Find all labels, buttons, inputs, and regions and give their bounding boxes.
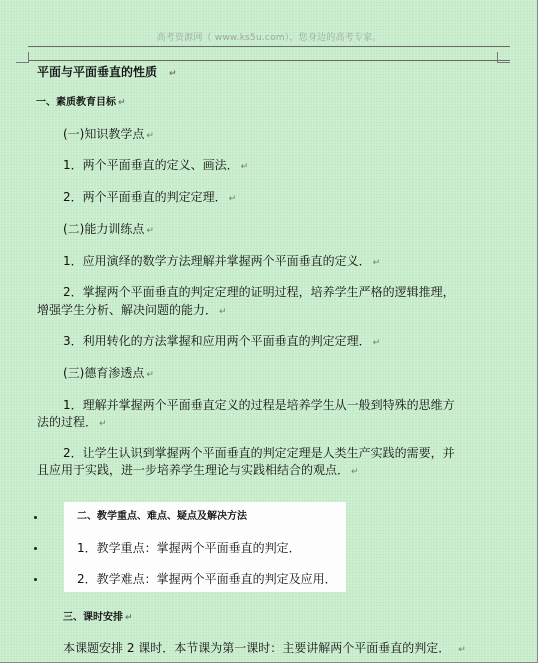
list-item-continuation: [37, 302, 227, 320]
section-heading-3: [63, 610, 133, 626]
paragraph-mark: ↵: [372, 338, 381, 348]
paragraph-mark: ↵: [118, 98, 126, 108]
list-item-text: 2．让学生认识到掌握两个平面垂直的判定定理是人类生产实践的需要，并: [63, 446, 455, 460]
list-item: [63, 333, 380, 351]
list-item-text: 1．理解并掌握两个平面垂直定义的过程是培养学生从一般到特殊的思维方: [63, 398, 455, 412]
paragraph-text: 本课题安排 2 课时．本节课为第一课时：主要讲解两个平面垂直的判定．: [63, 641, 451, 655]
subheading-text: (二)能力训练点: [63, 222, 145, 236]
header-rule-lower: [28, 60, 510, 61]
paragraph-mark: ↵: [146, 131, 154, 141]
paragraph-mark: ↵: [372, 258, 381, 268]
list-item: [77, 540, 301, 556]
paragraph-mark: ↵: [219, 307, 227, 317]
list-item-continuation: [37, 462, 359, 480]
list-item-text: 2．教学难点：掌握两个平面垂直的判定及应用．: [77, 572, 337, 586]
list-item-text: 2．掌握两个平面垂直的判定定理的证明过程，培养学生严格的逻辑推理，: [63, 285, 455, 299]
list-item: [63, 445, 455, 461]
paragraph-mark: ↵: [146, 226, 154, 236]
subheading-moral: [63, 365, 154, 383]
paragraph-mark: ↵: [99, 419, 107, 429]
bullet-mark: [34, 547, 37, 550]
section-heading-2: [77, 509, 247, 525]
paragraph-mark: ↵: [169, 69, 177, 79]
subheading-text: (一)知识教学点: [63, 127, 145, 141]
paragraph-mark: ↵: [240, 162, 249, 172]
document-title: [37, 64, 177, 82]
paragraph-mark: ↵: [146, 370, 154, 380]
paragraph-mark: ↵: [125, 613, 133, 623]
paragraph-mark: ↵: [228, 194, 237, 204]
paragraph: [63, 640, 466, 658]
section-1-text: 一、素质教育目标: [36, 97, 116, 108]
list-item-text: 1．教学重点：掌握两个平面垂直的判定．: [77, 541, 301, 555]
list-item-text: 法的过程．: [37, 415, 98, 429]
page-header: 高考资源网（ www.ks5u.com），您身边的高考专家。: [156, 33, 382, 43]
bullet-mark: [34, 578, 37, 581]
header-rule: [28, 46, 510, 47]
list-item-continuation: [37, 414, 107, 432]
list-item: [63, 253, 380, 271]
margin-corner-left: [16, 52, 29, 63]
list-item: [63, 157, 248, 175]
list-item: [63, 189, 236, 207]
subheading-text: (三)德育渗透点: [63, 366, 145, 380]
list-item-text: 2．两个平面垂直的判定定理．: [63, 190, 227, 204]
list-item: [77, 571, 337, 587]
list-item: [63, 397, 455, 413]
list-item: [63, 284, 455, 300]
list-item-text: 3．利用转化的方法掌握和应用两个平面垂直的判定定理．: [63, 334, 371, 348]
subheading-knowledge: [63, 126, 154, 144]
title-text: 平面与平面垂直的性质: [37, 65, 158, 79]
list-item-text: 1．两个平面垂直的定义、画法．: [63, 158, 239, 172]
list-item-text: 1．应用演绎的数学方法理解并掌握两个平面垂直的定义．: [63, 254, 371, 268]
section-3-text: 三、课时安排: [63, 612, 123, 623]
list-item-text: 且应用于实践，进一步培养学生理论与实践相结合的观点．: [37, 463, 350, 477]
section-2-text: 二、教学重点、难点、疑点及解决方法: [77, 511, 247, 522]
paragraph-mark: ↵: [351, 467, 359, 477]
paragraph-mark: ↵: [458, 645, 466, 655]
list-item-text: 增强学生分析、解决问题的能力．: [37, 303, 218, 317]
margin-corner-right: [497, 52, 510, 63]
subheading-ability: [63, 221, 154, 239]
section-heading-1: [36, 95, 126, 111]
bullet-mark: [34, 516, 37, 519]
